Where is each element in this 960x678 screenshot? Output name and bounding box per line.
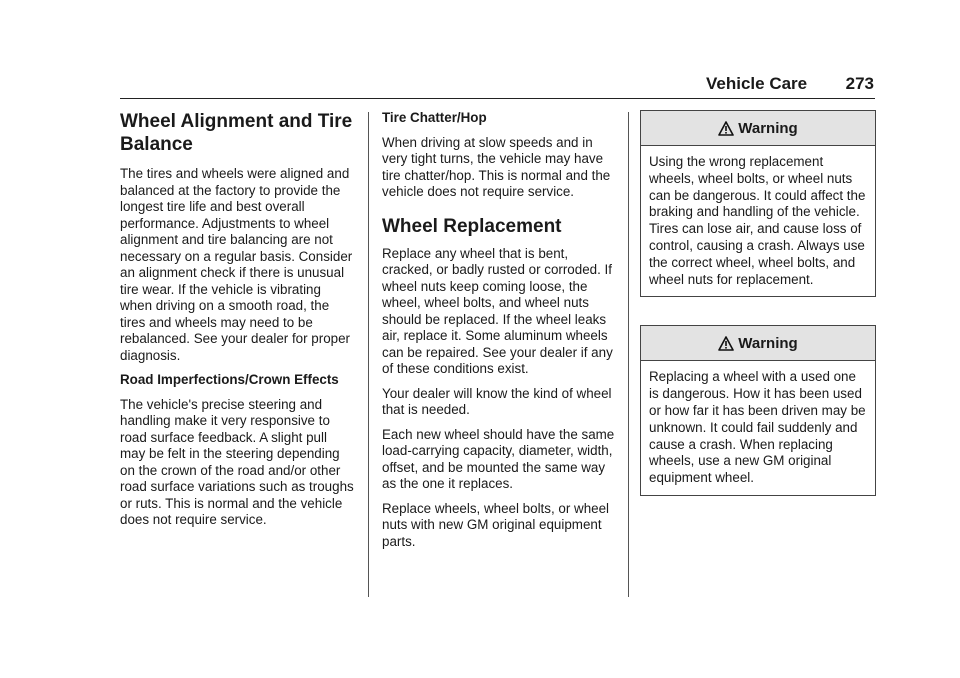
page-header [706, 74, 874, 96]
warning-header [641, 326, 875, 361]
column-divider [628, 112, 629, 597]
heading-wheel-alignment: Wheel Alignment and Tire Balance [120, 111, 353, 155]
paragraph: Your dealer will know the kind of wheel that is needed. [382, 385, 612, 417]
section-title: Vehicle Care [706, 74, 808, 93]
column-3 [640, 110, 874, 496]
warning-header [641, 111, 875, 146]
paragraph: The tires and wheels were aligned and balanced at the factory to provide the longest tire life and best overall performance. Adjustments to wheel alignment and tire balancing are not necessary on a regular basis. Consider an alignment check if there is unusual tire wear. If the vehicle is vibrating when driving on a smooth road, the tires and wheels may need to be rebalanced. See your dealer for proper diagnosis. [120, 166, 353, 363]
column-1 [120, 110, 355, 537]
paragraph: When driving at slow speeds and in very tight turns, the vehicle may have tire chatter/hop. This is normal and the vehicle does not require service. [382, 134, 611, 199]
warning-box [640, 325, 876, 496]
warning-box [640, 110, 876, 297]
column-2 [382, 110, 617, 558]
warning-icon [718, 336, 734, 351]
page-number: 273 [845, 74, 874, 93]
paragraph: Replace any wheel that is bent, cracked, or badly rusted or corroded. If wheel nuts keep coming loose, the wheel, wheel bolts, and wheel nuts should be replaced. If the wheel leaks air, replace it. Some aluminum wheels can be repaired. See your dealer if any of these conditions exist. [382, 245, 613, 376]
heading-wheel-replacement: Wheel Replacement [382, 215, 562, 237]
subheading-road-imperfections: Road Imperfections/Crown Effects [120, 372, 339, 387]
subheading-tire-chatter: Tire Chatter/Hop [382, 110, 487, 125]
paragraph: The vehicle's precise steering and handling make it very responsive to road surface feedback. A slight pull may be felt in the steering depending on the crown of the road and/or other road surface variations such as troughs or ruts. This is normal and the vehicle does not require service. [120, 396, 354, 527]
warning-text: Replacing a wheel with a used one is dangerous. How it has been used or how far it has been driven may be unknown. It could fail suddenly and cause a crash. When replacing wheels, use a new GM original equipment wheel. [649, 369, 866, 486]
warning-label: Warning [738, 119, 798, 137]
paragraph: Replace wheels, wheel bolts, or wheel nuts with new GM original equipment parts. [382, 500, 610, 549]
column-divider [368, 112, 369, 597]
warning-icon [718, 121, 734, 136]
paragraph: Each new wheel should have the same load-carrying capacity, diameter, width, offset, and be mounted the same way as the one it replaces. [382, 426, 615, 491]
warning-text: Using the wrong replacement wheels, wheel bolts, or wheel nuts can be dangerous. It could affect the braking and handling of the vehicle. Tires can lose air, and cause loss of control, causing a crash. Always use the correct wheel, wheel bolts, and wheel nuts for replacement. [649, 154, 866, 287]
header-rule [120, 98, 875, 99]
warning-label: Warning [738, 334, 798, 352]
